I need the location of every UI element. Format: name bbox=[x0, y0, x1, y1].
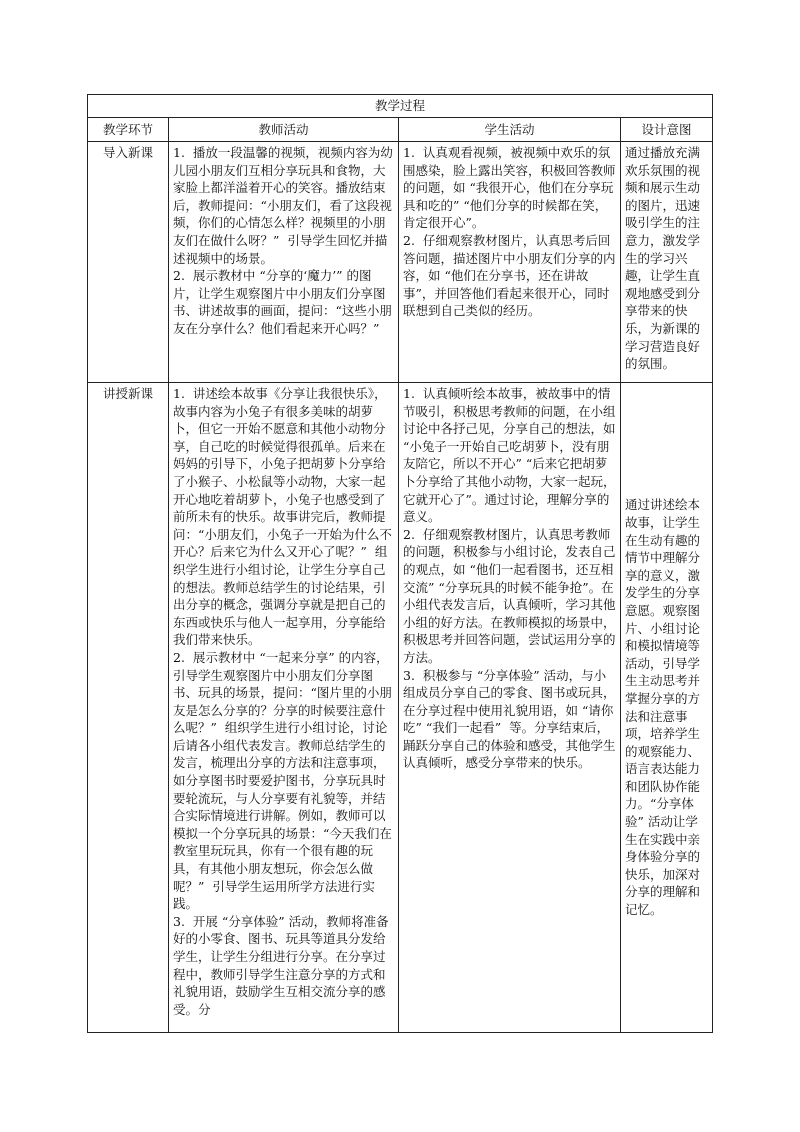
table-row bbox=[88, 142, 713, 383]
design-intent-cell bbox=[621, 142, 713, 383]
student-activity-cell bbox=[399, 142, 621, 383]
header-student-activity: 学生活动 bbox=[399, 118, 621, 142]
student-activity-cell bbox=[399, 383, 621, 1033]
teacher-activity-cell bbox=[169, 142, 399, 383]
header-teacher-activity: 教师活动 bbox=[169, 118, 399, 142]
header-design-intent: 设计意图 bbox=[621, 118, 713, 142]
teacher-activity-text: 1. 播放一段温馨的视频，视频内容为幼儿园小朋友们互相分享玩具和食物，大家脸上都洋溢着开心的笑容。播放结束后，教师提问：“小朋友们，看了这段视频，你们的心情怎么样？视频里的小朋友们在做什么呀？” 引导学生回忆并描述视频中的场景。 2. 展示教材中 “分享的‘魔力’” 的图片，让学生观察图片中小朋友们分享图书、讲述故事的画面，提问：“这些小朋友在分享什么？他们看起来开心吗？” bbox=[173, 145, 393, 336]
student-activity-text: 1. 认真观看视频，被视频中欢乐的氛围感染，脸上露出笑容，积极回答教师的问题，如 “我很开心，他们在分享玩具和吃的” “他们分享的时候都在笑，肯定很开心”。 2. 仔细观察教材图片，认真思考后回答问题，描述图片中小朋友们分享的内容，如 “他们在分享书，还在讲故事”，并回答他们看起来很开心，同时联想到自己类似的经历。 bbox=[403, 145, 616, 319]
stage-cell: 讲授新课 bbox=[88, 383, 169, 1033]
header-stage: 教学环节 bbox=[88, 118, 169, 142]
design-intent-text: 通过播放充满欢乐氛围的视频和展示生动的图片，迅速吸引学生的注意力，激发学生的学习兴趣，让学生直观地感受到分享带来的快乐，为新课的学习营造良好的氛围。 bbox=[625, 145, 701, 372]
teaching-process-table bbox=[87, 94, 713, 1033]
stage-cell: 导入新课 bbox=[88, 142, 169, 383]
student-activity-text: 1. 认真倾听绘本故事，被故事中的情节吸引，积极思考教师的问题，在小组讨论中各抒己见，分享自己的想法，如 “小兔子一开始自己吃胡萝卜，没有朋友陪它，所以不开心” “后来它把胡萝卜分享给了其他小动物，大家一起玩，它就开心了”。通过讨论，理解分享的意义。 2. 仔细观察教材图片，认真思考教师的问题，积极参与小组讨论，发表自己的观点，如 “他们一起看图书，还互相交流” “分享玩具的时候不能争抢”。在小组代表发言后，认真倾听，学习其他小组的好方法。在教师模拟的场景中，积极思考并回答问题，尝试运用分享的方法。 3. 积极参与 “分享体验” 活动，与小组成员分享自己的零食、图书或玩具，在分享过程中使用礼貌用语，如 “请你吃” “我们一起看” 等。分享结束后，踊跃分享自己的体验和感受，其他学生认真倾听，感受分享带来的快乐。 bbox=[403, 386, 616, 771]
teacher-activity-text: 1. 讲述绘本故事《分享让我很快乐》，故事内容为小兔子有很多美味的胡萝卜，但它一开始不愿意和其他小动物分享，自己吃的时候觉得很孤单。后来在妈妈的引导下，小兔子把胡萝卜分享给了小猴子、小松鼠等小动物，大家一起开心地吃着胡萝卜，小兔子也感受到了前所未有的快乐。故事讲完后，教师提问：“小朋友们，小兔子一开始为什么不开心？后来它为什么又开心了呢？” 组织学生进行小组讨论，让学生分享自己的想法。教师总结学生的讨论结果，引出分享的概念，强调分享就是把自己的东西或快乐与他人一起享用，分享能给我们带来快乐。 2. 展示教材中 “一起来分享” 的内容，引导学生观察图片中小朋友们分享图书、玩具的场景，提问：“图片里的小朋友是怎么分享的？分享的时候要注意什么呢？” 组织学生进行小组讨论，讨论后请各小组代表发言。教师总结学生的发言，梳理出分享的方法和注意事项，如分享图书时要爱护图书，分享玩具时要轮流玩，与人分享要有礼貌等，并结合实际情境进行讲解。例如，教师可以模拟一个分享玩具的场景：“今天我们在教室里玩玩具，你有一个很有趣的玩具，有其他小朋友想玩，你会怎么做呢？” 引导学生运用所学方法进行实践。 3. 开展 “分享体验” 活动，教师将准备好的小零食、图书、玩具等道具分发给学生，让学生分组进行分享。在分享过程中，教师引导学生注意分享的方式和礼貌用语，鼓励学生互相交流分享的感受。分 bbox=[173, 386, 392, 1017]
design-intent-cell bbox=[621, 383, 713, 1033]
table-row bbox=[88, 383, 713, 1033]
design-intent-text: 通过讲述绘本故事，让学生在生动有趣的情节中理解分享的意义，激发学生的分享意愿。观察图片、小组讨论和模拟情境等活动，引导学生主动思考并掌握分享的方法和注意事项，培养学生的观察能力、语言表达能力和团队协作能力。“分享体验” 活动让学生在实践中亲身体验分享的快乐，加深对分享的理解和记忆。 bbox=[625, 497, 701, 918]
teacher-activity-cell bbox=[169, 383, 399, 1033]
table-title: 教学过程 bbox=[88, 95, 713, 118]
